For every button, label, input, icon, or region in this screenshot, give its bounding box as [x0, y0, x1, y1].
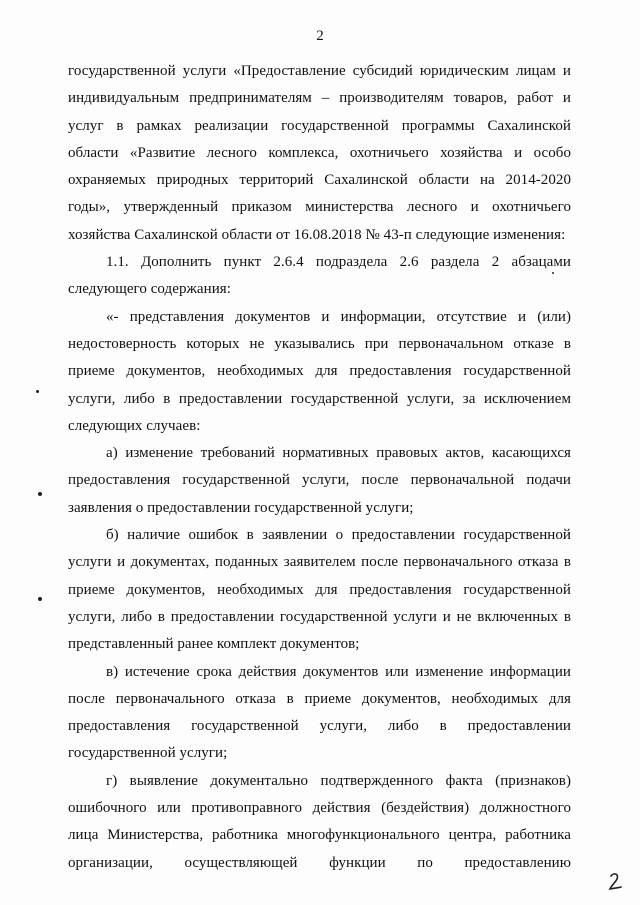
text-line: области «Развитие лесного комплекса, охотничьего хозяйства и особо [68, 144, 571, 161]
document-body [68, 58, 571, 877]
text-line: лица Министерства, работника многофункционального центра, работника [68, 827, 571, 844]
text-line: в) истечение срока действия документов или изменение информации [106, 663, 571, 680]
text-line: ошибочного или противоправного действия (бездействия) должностного [68, 800, 571, 817]
text-line: 1.1. Дополнить пункт 2.6.4 подраздела 2.6 раздела 2 абзацами [106, 254, 571, 271]
text-line: г) выявление документально подтвержденного факта (признаков) [106, 772, 571, 789]
text-line: приеме документов, необходимых для предоставления государственной [68, 581, 571, 598]
text-line: недостоверность которых не указывались при первоначальном отказе в [68, 335, 571, 352]
text-line: а) изменение требований нормативных правовых актов, касающихся [106, 445, 571, 462]
text-line: услуги, либо в предоставлении государственной услуги, за исключением [68, 390, 571, 407]
scan-speck [38, 597, 42, 601]
text-line: хозяйства Сахалинской области от 16.08.2018 № 43-п следующие изменения: [68, 226, 566, 243]
text-line: следующего содержания: [68, 281, 231, 298]
text-line: предоставления государственной услуги, после первоначальной подачи [68, 472, 571, 489]
scan-speck [38, 492, 42, 496]
text-line: «- представления документов и информации, отсутствие и (или) [106, 308, 571, 325]
text-line: б) наличие ошибок в заявлении о предоставлении государственной [106, 527, 571, 544]
scan-speck [552, 272, 554, 274]
text-line: представленный ранее комплект документов; [68, 636, 360, 653]
scan-speck [36, 390, 39, 393]
text-line: предоставления государственной услуги, либо в предоставлении [68, 718, 571, 735]
text-line: услуги и документах, поданных заявителем после первоначального отказа в [68, 554, 571, 571]
text-line: годы», утвержденный приказом министерства лесного и охотничьего [68, 199, 571, 216]
text-line: государственной услуги; [68, 745, 228, 762]
page-number: 2 [316, 28, 324, 44]
text-line: организации, осуществляющей функции по предоставлению [68, 854, 571, 871]
text-line: после первоначального отказа в приеме документов, необходимых для [68, 690, 571, 707]
text-line: охраняемых природных территорий Сахалинской области на 2014-2020 [68, 172, 571, 189]
text-line: услуги, либо в предоставлении государственной услуги и не включенных в [68, 608, 571, 625]
text-line: приеме документов, необходимых для предоставления государственной [68, 363, 571, 380]
text-line: заявления о предоставлении государственной услуги; [68, 499, 414, 516]
text-line: государственной услуги «Предоставление субсидий юридическим лицам и [68, 63, 571, 79]
handwritten-mark [608, 871, 622, 891]
text-line: услуг в рамках реализации государственной программы Сахалинской [68, 117, 571, 134]
text-line: следующих случаев: [68, 417, 201, 434]
text-line: индивидуальным предпринимателям – производителям товаров, работ и [68, 90, 571, 107]
